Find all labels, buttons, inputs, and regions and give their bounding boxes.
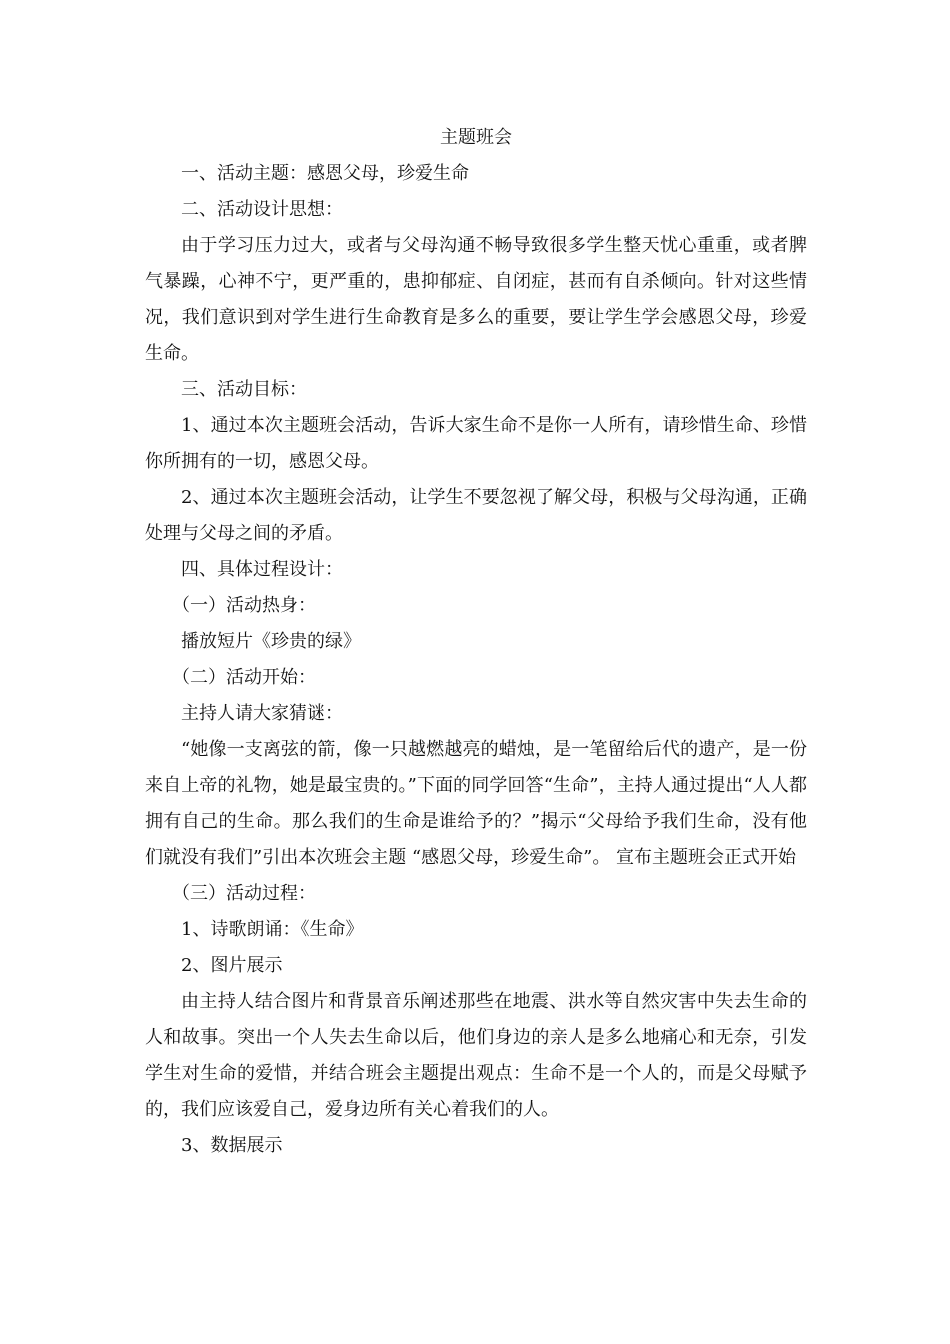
paragraph-goal-1: 1、通过本次主题班会活动，告诉大家生命不是你一人所有，请珍惜生命、珍惜你所拥有的一切，感恩父母。	[145, 415, 807, 472]
section-heading-theme: 一、活动主题：感恩父母，珍爱生命	[181, 163, 469, 184]
paragraph-warmup-body: 播放短片《珍贵的绿》	[181, 631, 361, 652]
section-heading-design: 二、活动设计思想：	[181, 199, 343, 220]
paragraph-riddle-intro: 主持人请大家猜谜：	[181, 703, 343, 724]
paragraph-poem: 1、诗歌朗诵：《生命》	[181, 919, 364, 940]
document-title: 主题班会	[440, 127, 512, 148]
section-heading-process: 四、具体过程设计：	[181, 559, 343, 580]
subheading-warmup: （一）活动热身：	[172, 595, 316, 616]
paragraph-data: 3、数据展示	[181, 1135, 283, 1156]
paragraph-riddle-body: “她像一支离弦的箭，像一只越燃越亮的蜡烛，是一笔留给后代的遗产，是一份来自上帝的礼物，她是最宝贵的。”下面的同学回答“生命”，主持人通过提出“人人都拥有自己的生命。那么我们的生命是谁给予的？”揭示“父母给予我们生命，没有他们就没有我们”引出本次班会主题 “感恩父母，珍爱生命”。 宣布主题班会正式开始	[145, 739, 807, 868]
section-heading-goals: 三、活动目标：	[181, 379, 307, 400]
paragraph-design-body: 由于学习压力过大，或者与父母沟通不畅导致很多学生整天忧心重重，或者脾气暴躁，心神不宁，更严重的，患抑郁症、自闭症，甚而有自杀倾向。针对这些情况，我们意识到对学生进行生命教育是多么的重要，要让学生学会感恩父母，珍爱生命。	[145, 235, 807, 364]
paragraph-goal-2: 2、通过本次主题班会活动，让学生不要忽视了解父母，积极与父母沟通，正确处理与父母之间的矛盾。	[145, 487, 807, 544]
paragraph-pictures: 2、图片展示	[181, 955, 283, 976]
subheading-start: （二）活动开始：	[172, 667, 316, 688]
paragraph-pictures-body: 由主持人结合图片和背景音乐阐述那些在地震、洪水等自然灾害中失去生命的人和故事。突出一个人失去生命以后，他们身边的亲人是多么地痛心和无奈，引发学生对生命的爱惜，并结合班会主题提出观点：生命不是一个人的，而是父母赋予的，我们应该爱自己，爱身边所有关心着我们的人。	[145, 991, 807, 1120]
document-page	[145, 120, 807, 1164]
subheading-activity: （三）活动过程：	[172, 883, 316, 904]
